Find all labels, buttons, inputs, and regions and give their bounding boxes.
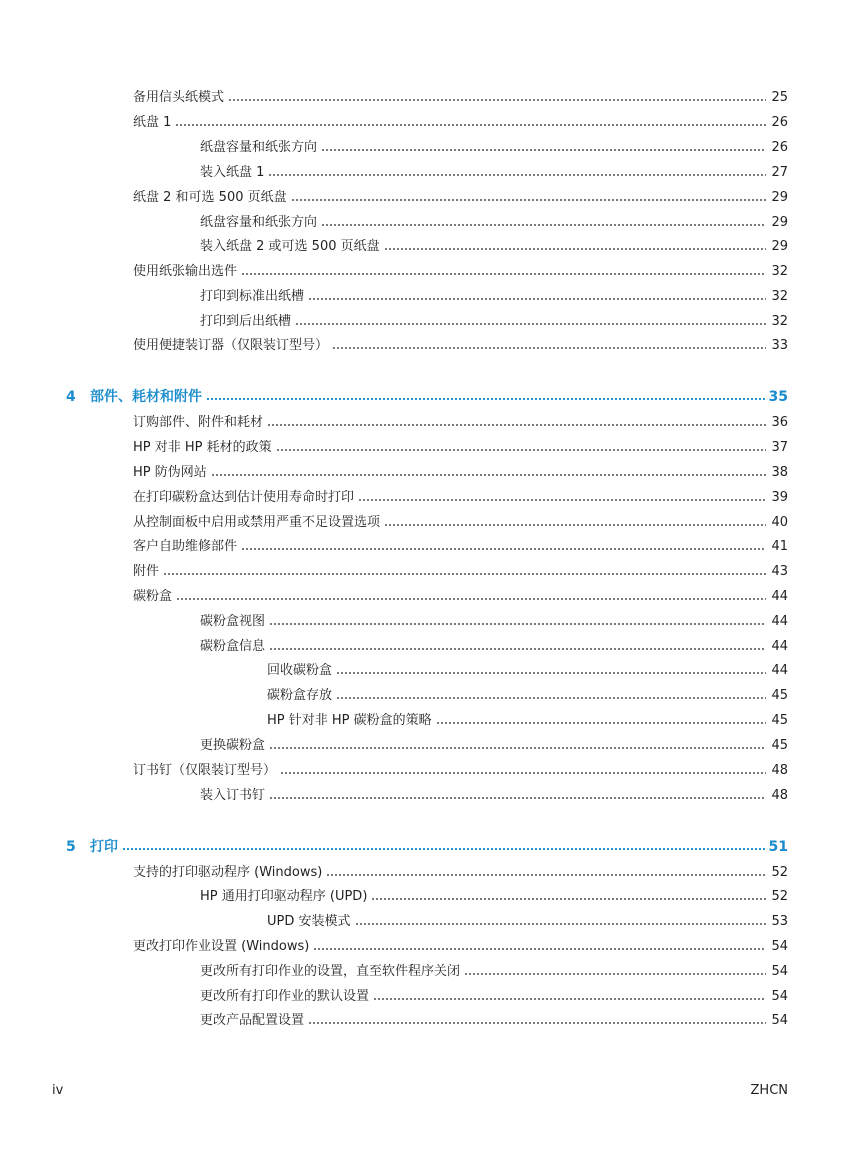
chapter-title: 部件、耗材和附件: [90, 389, 202, 405]
dot-leader: [269, 622, 766, 626]
toc-page-number: 44: [771, 639, 788, 654]
toc-entry[interactable]: [200, 985, 788, 1005]
toc-entry-title: 订购部件、附件和耗材: [133, 415, 264, 430]
toc-entry-title: 装入订书钉: [200, 788, 266, 803]
dot-leader: [276, 448, 766, 452]
toc-page-number: 35: [768, 389, 788, 405]
dot-leader: [358, 498, 766, 502]
toc-page-number: 25: [771, 90, 788, 105]
toc-entry-title: 更改所有打印作业的设置，直至软件程序关闭: [200, 964, 461, 979]
toc-page-number: 39: [771, 490, 788, 505]
toc-entry-title: 碳粉盒视图: [200, 614, 266, 629]
toc-page-number: 32: [771, 289, 788, 304]
dot-leader: [241, 272, 766, 276]
toc-entry[interactable]: [200, 1009, 788, 1029]
chapter-number: 4: [66, 389, 76, 405]
dot-leader: [321, 148, 766, 152]
dot-leader: [269, 796, 766, 800]
toc-entry[interactable]: [133, 461, 788, 481]
toc-page-number: 51: [768, 839, 788, 855]
dot-leader: [295, 322, 766, 326]
toc-entry[interactable]: [133, 486, 788, 506]
toc-entry-title: 碳粉盒信息: [200, 639, 266, 654]
dot-leader: [326, 873, 766, 877]
toc-page-number: 29: [771, 190, 788, 205]
toc-entry-title: HP 通用打印驱动程序 (UPD): [200, 889, 368, 904]
dot-leader: [268, 173, 766, 177]
toc-entry-title: 纸盘容量和纸张方向: [200, 140, 318, 155]
toc-entry-title: 更改打印作业设置 (Windows): [133, 939, 310, 954]
toc-entry-title: HP 防伪网站: [133, 465, 207, 480]
toc-entry-title: 打印到后出纸槽: [200, 314, 292, 329]
toc-page-number: 52: [771, 889, 788, 904]
toc-entry[interactable]: [200, 211, 788, 231]
toc-page-number: 53: [771, 914, 788, 929]
toc-entry-title: 回收碳粉盒: [267, 663, 333, 678]
toc-entry-title: 支持的打印驱动程序 (Windows): [133, 865, 323, 880]
toc-entry[interactable]: [133, 334, 788, 354]
dot-leader: [308, 1021, 766, 1025]
toc-entry[interactable]: [133, 111, 788, 131]
dot-leader: [321, 223, 766, 227]
toc-page-number: 45: [771, 738, 788, 753]
toc-entry[interactable]: [133, 535, 788, 555]
toc-entry[interactable]: [200, 136, 788, 156]
toc-page-number: 44: [771, 614, 788, 629]
toc-entry[interactable]: [133, 861, 788, 881]
dot-leader: [355, 922, 767, 926]
dot-leader: [206, 397, 765, 401]
toc-page-number: 37: [771, 440, 788, 455]
toc-entry-title: 打印到标准出纸槽: [200, 289, 305, 304]
toc-entry-title: UPD 安装模式: [267, 914, 351, 929]
toc-page-number: 54: [771, 1013, 788, 1028]
toc-entry[interactable]: [200, 610, 788, 630]
toc-page-number: 29: [771, 215, 788, 230]
toc-page-number: 26: [771, 115, 788, 130]
toc-page-number: 32: [771, 314, 788, 329]
toc-page-number: 48: [771, 763, 788, 778]
toc-page-number: 44: [771, 663, 788, 678]
toc-entry[interactable]: [200, 285, 788, 305]
dot-leader: [280, 771, 766, 775]
toc-entry[interactable]: [200, 161, 788, 181]
toc-entry-title: 在打印碳粉盒达到估计使用寿命时打印: [133, 490, 355, 505]
dot-leader: [384, 523, 766, 527]
dot-leader: [464, 972, 766, 976]
toc-entry[interactable]: [133, 411, 788, 431]
toc-entry-title: 使用纸张输出选件: [133, 264, 238, 279]
toc-entry-title: 使用便捷装订器（仅限装订型号）: [133, 338, 329, 353]
toc-entry-title: 备用信头纸模式: [133, 90, 225, 105]
dot-leader: [269, 746, 766, 750]
toc-page-number: 45: [771, 713, 788, 728]
chapter-title: 打印: [90, 839, 118, 855]
dot-leader: [371, 897, 766, 901]
toc-entry-title: 纸盘 1: [133, 115, 172, 130]
toc-entry[interactable]: [133, 511, 788, 531]
toc-entry-title: 更改所有打印作业的默认设置: [200, 989, 370, 1004]
dot-leader: [267, 423, 766, 427]
dot-leader: [436, 721, 766, 725]
toc-entry[interactable]: [200, 235, 788, 255]
toc-entry[interactable]: [133, 436, 788, 456]
toc-entry-title: 更换碳粉盒: [200, 738, 266, 753]
toc-chapter-heading[interactable]: [66, 384, 788, 406]
toc-page-number: 33: [771, 338, 788, 353]
dot-leader: [122, 847, 765, 851]
toc-page-number: 43: [771, 564, 788, 579]
dot-leader: [384, 247, 766, 251]
toc-entry[interactable]: [133, 86, 788, 106]
toc-entry-title: 碳粉盒: [133, 589, 173, 604]
toc-page-number: 27: [771, 165, 788, 180]
toc-entry[interactable]: [200, 310, 788, 330]
toc-page-number: 40: [771, 515, 788, 530]
toc-page-number: 54: [771, 939, 788, 954]
toc-chapter-heading[interactable]: [66, 834, 788, 856]
toc-page-number: 36: [771, 415, 788, 430]
toc-entry-title: 纸盘 2 和可选 500 页纸盘: [133, 190, 287, 205]
toc-entry-title: 订书钉（仅限装订型号）: [133, 763, 277, 778]
dot-leader: [308, 297, 766, 301]
toc-entry[interactable]: [133, 560, 788, 580]
toc-page-number: 52: [771, 865, 788, 880]
dot-leader: [336, 696, 766, 700]
toc-page-number: 26: [771, 140, 788, 155]
chapter-number: 5: [66, 839, 76, 855]
dot-leader: [228, 98, 766, 102]
dot-leader: [332, 346, 766, 350]
toc-entry[interactable]: [133, 585, 788, 605]
toc-page-number: 32: [771, 264, 788, 279]
toc-entry-title: 装入纸盘 1: [200, 165, 265, 180]
toc-entry-title: 从控制面板中启用或禁用严重不足设置选项: [133, 515, 381, 530]
toc-page-number: 48: [771, 788, 788, 803]
toc-entry[interactable]: [200, 784, 788, 804]
toc-entry-title: HP 针对非 HP 碳粉盒的策略: [267, 713, 432, 728]
toc-entry-title: 装入纸盘 2 或可选 500 页纸盘: [200, 239, 380, 254]
toc-entry[interactable]: [267, 659, 788, 679]
toc-entry[interactable]: [133, 260, 788, 280]
dot-leader: [241, 547, 766, 551]
footer-page-number: iv: [52, 1083, 64, 1098]
toc-page-number: 44: [771, 589, 788, 604]
toc-page-number: 45: [771, 688, 788, 703]
toc-entry-title: 客户自助维修部件: [133, 539, 238, 554]
dot-leader: [269, 647, 766, 651]
toc-entry[interactable]: [200, 885, 788, 905]
dot-leader: [313, 947, 766, 951]
dot-leader: [175, 123, 766, 127]
toc-entry[interactable]: [133, 935, 788, 955]
dot-leader: [336, 671, 766, 675]
toc-entry[interactable]: [200, 734, 788, 754]
toc-entry[interactable]: [200, 960, 788, 980]
toc-entry-title: HP 对非 HP 耗材的政策: [133, 440, 272, 455]
toc-page-number: 54: [771, 989, 788, 1004]
dot-leader: [163, 572, 766, 576]
toc-page-number: 54: [771, 964, 788, 979]
toc-entry-title: 碳粉盒存放: [267, 688, 333, 703]
toc-page-number: 38: [771, 465, 788, 480]
toc-entry[interactable]: [267, 910, 788, 930]
toc-page-number: 41: [771, 539, 788, 554]
toc-entry[interactable]: [133, 759, 788, 779]
toc-entry[interactable]: [200, 635, 788, 655]
dot-leader: [176, 597, 766, 601]
footer-locale-code: ZHCN: [750, 1083, 788, 1098]
toc-entry-title: 纸盘容量和纸张方向: [200, 215, 318, 230]
toc-entry[interactable]: [133, 186, 788, 206]
toc-page-number: 29: [771, 239, 788, 254]
dot-leader: [211, 473, 766, 477]
dot-leader: [373, 997, 766, 1001]
dot-leader: [291, 198, 766, 202]
toc-entry[interactable]: [267, 709, 788, 729]
toc-entry-title: 附件: [133, 564, 160, 579]
toc-entry[interactable]: [267, 684, 788, 704]
toc-entry-title: 更改产品配置设置: [200, 1013, 305, 1028]
